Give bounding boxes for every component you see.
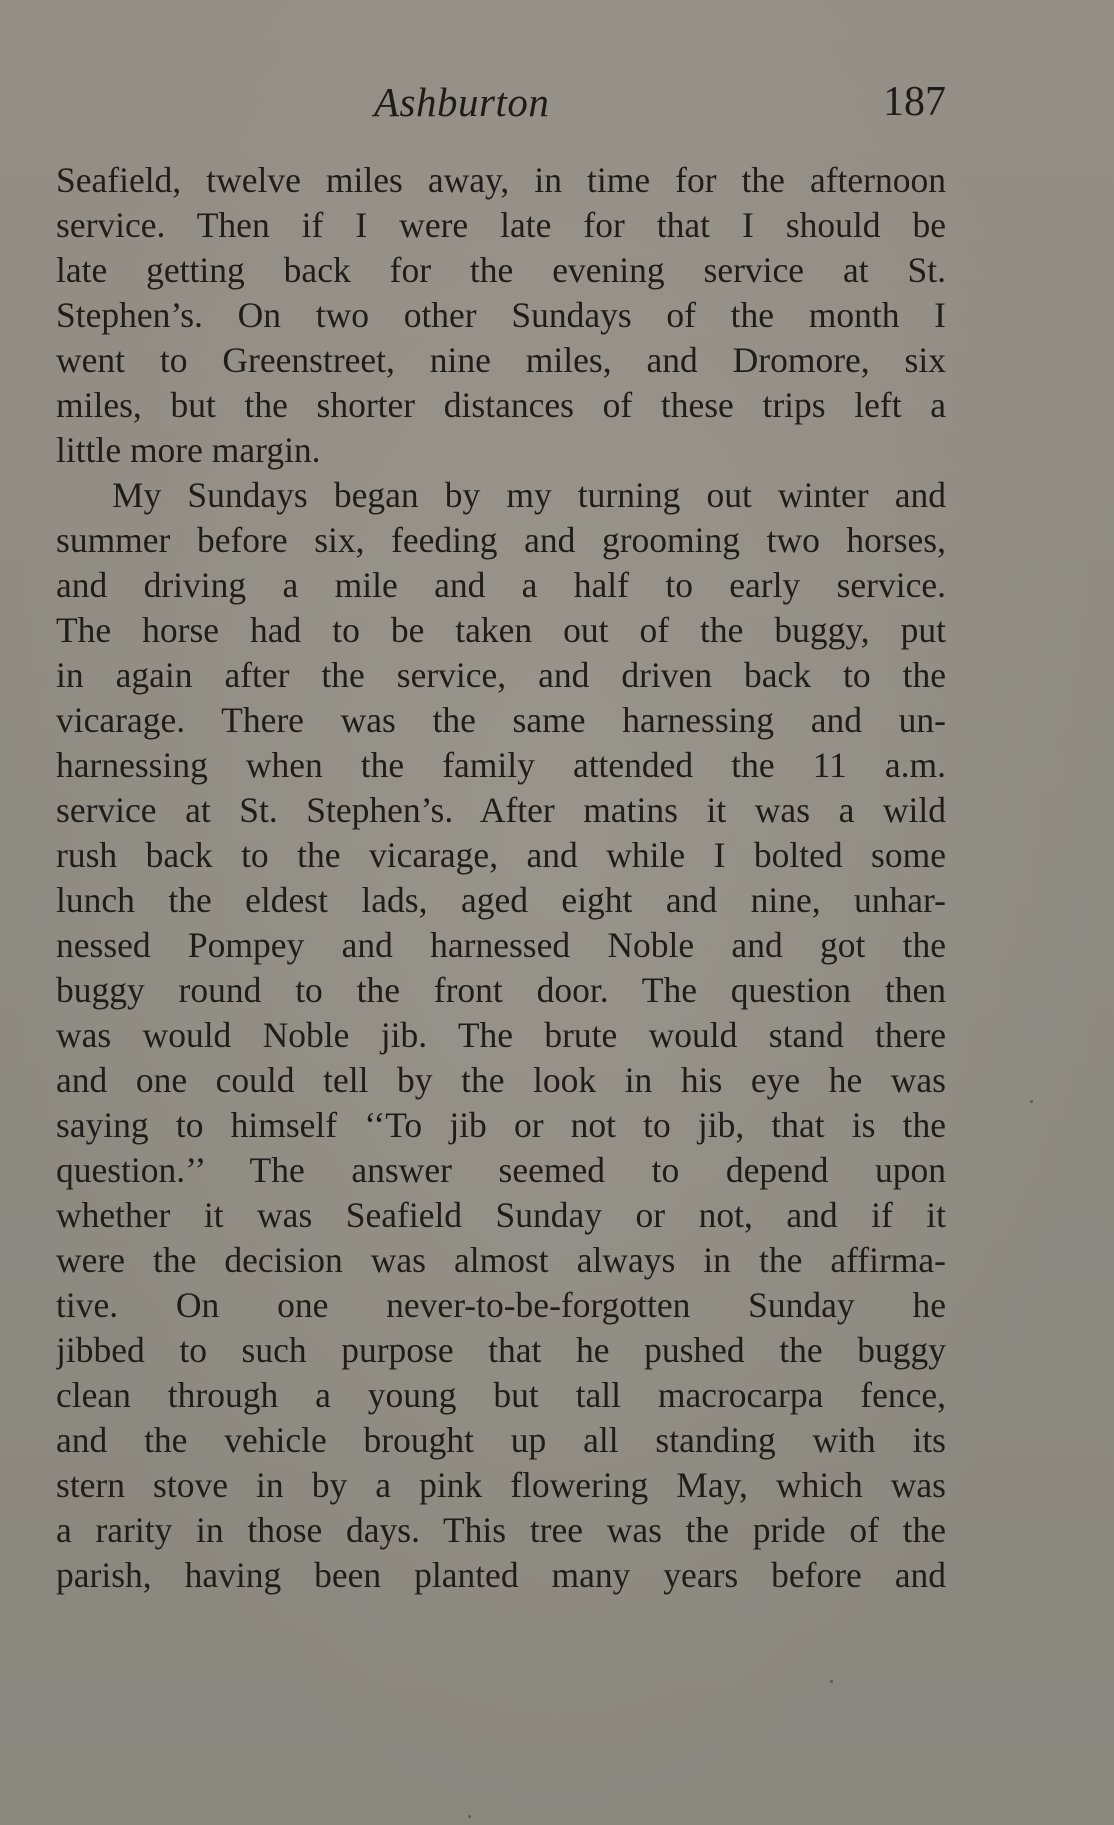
- text-line: nessed Pompey and harnessed Noble and got the: [56, 925, 946, 965]
- text-line: service at St. Stephen’s. After matins it was a wild: [56, 790, 946, 830]
- running-head: [56, 78, 946, 128]
- text-line: clean through a young but tall macrocarpa fence,: [56, 1375, 946, 1415]
- text-line: Stephen’s. On two other Sundays of the month I: [56, 295, 946, 335]
- text-line: service. Then if I were late for that I should be: [56, 205, 946, 245]
- text-line: was would Noble jib. The brute would stand there: [56, 1015, 946, 1055]
- text-line: buggy round to the front door. The question then: [56, 970, 946, 1010]
- text-line: whether it was Seafield Sunday or not, and if it: [56, 1195, 946, 1235]
- text-line: My Sundays began by my turning out winter and: [112, 475, 946, 515]
- text-line: and the vehicle brought up all standing with its: [56, 1420, 946, 1460]
- paper-speck: [468, 1815, 471, 1818]
- text-line: parish, having been planted many years before and: [56, 1555, 946, 1595]
- text-line: went to Greenstreet, nine miles, and Dromore, six: [56, 340, 946, 380]
- text-line: late getting back for the evening service at St.: [56, 250, 946, 290]
- text-line: and one could tell by the look in his eye he was: [56, 1060, 946, 1100]
- text-line: in again after the service, and driven back to the: [56, 655, 946, 695]
- running-title: Ashburton: [374, 79, 550, 125]
- paper-speck: [1030, 1100, 1033, 1103]
- text-line: tive. On one never-to-be-forgotten Sunday he: [56, 1285, 946, 1325]
- text-line: and driving a mile and a half to early service.: [56, 565, 946, 605]
- text-line: a rarity in those days. This tree was the pride of the: [56, 1510, 946, 1550]
- body-text: [56, 158, 946, 1598]
- text-line: Seafield, twelve miles away, in time for the afternoon: [56, 160, 946, 200]
- text-line: The horse had to be taken out of the buggy, put: [56, 610, 946, 650]
- text-line: little more margin.: [56, 430, 321, 470]
- text-line: harnessing when the family attended the 11 a.m.: [56, 745, 946, 785]
- page-number: 187: [883, 79, 946, 125]
- text-line: lunch the eldest lads, aged eight and nine, unhar-: [56, 880, 946, 920]
- text-line: summer before six, feeding and grooming two horses,: [56, 520, 946, 560]
- text-line: vicarage. There was the same harnessing and un-: [56, 700, 946, 740]
- text-line: saying to himself ‘‘To jib or not to jib, that is the: [56, 1105, 946, 1145]
- text-line: were the decision was almost always in the affirma-: [56, 1240, 946, 1280]
- text-line: jibbed to such purpose that he pushed the buggy: [56, 1330, 946, 1370]
- text-line: stern stove in by a pink flowering May, which was: [56, 1465, 946, 1505]
- text-line: miles, but the shorter distances of these trips left a: [56, 385, 946, 425]
- paper-speck: [830, 1680, 833, 1683]
- text-line: question.’’ The answer seemed to depend upon: [56, 1150, 946, 1190]
- text-line: rush back to the vicarage, and while I bolted some: [56, 835, 946, 875]
